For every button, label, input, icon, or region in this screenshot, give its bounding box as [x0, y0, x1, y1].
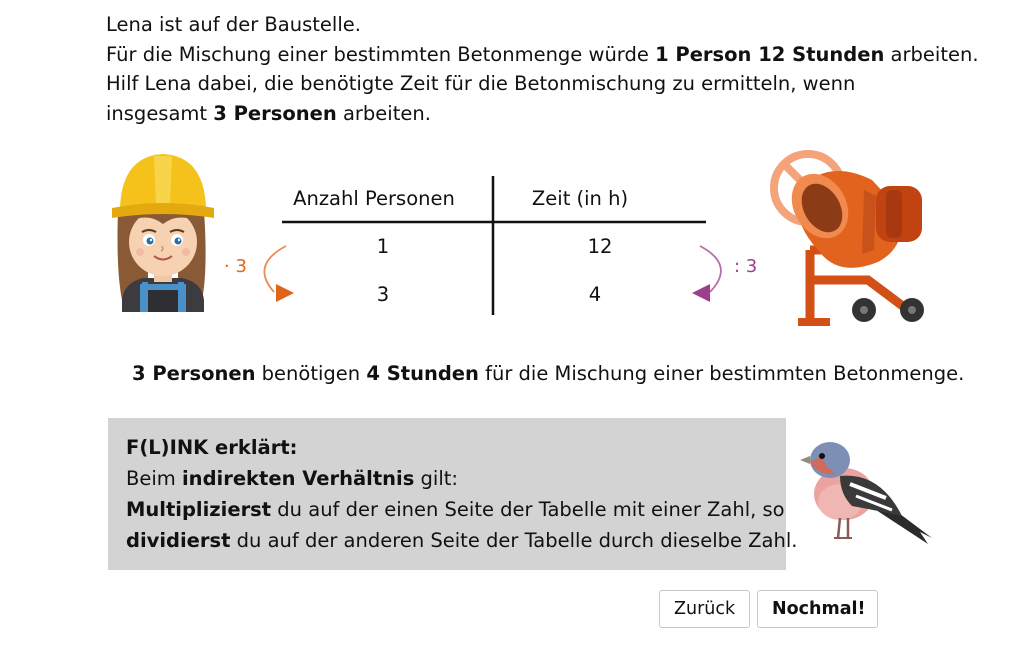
task-text	[106, 10, 986, 128]
intro-line-4-text: insgesamt	[106, 101, 214, 125]
result-persons: 3 Personen	[132, 362, 256, 385]
cell-persons-row2: 3	[376, 283, 390, 306]
explanation-line-3	[126, 494, 786, 525]
intro-line-2-end: arbeiten.	[884, 42, 979, 66]
result-text-2: für die Mischung einer bestimmten Betonmenge.	[478, 362, 965, 385]
explanation-line-3-b: du auf der einen Seite der Tabelle mit einer Zahl, so	[271, 498, 785, 521]
intro-line-1: Lena ist auf der Baustelle.	[106, 13, 361, 36]
explanation-line-3-a: Multiplizierst	[126, 498, 272, 521]
col-header-time: Zeit (in h)	[531, 187, 629, 210]
explanation-title	[126, 432, 786, 463]
intro-line-3: Hilf Lena dabei, die benötigte Zeit für die Betonmischung zu ermitteln, wenn	[106, 72, 856, 95]
right-operation-label: : 3	[734, 256, 758, 277]
explanation-line-2-b: indirekten Verhältnis	[182, 467, 415, 490]
intro-line-4-end: arbeiten.	[336, 101, 431, 125]
back-button[interactable]: Zurück	[659, 590, 750, 628]
explanation-line-4-b: du auf der anderen Seite der Tabelle durch dieselbe Zahl.	[230, 529, 798, 552]
result-text-1: benötigen	[255, 362, 367, 385]
intro-line-2-bold: 1 Person 12 Stunden	[655, 42, 885, 66]
explanation-line-2-a: Beim	[126, 467, 182, 490]
cell-time-row1: 12	[587, 235, 613, 258]
explanation-line-4-a: dividierst	[126, 529, 231, 552]
concrete-mixer-icon	[768, 150, 928, 328]
left-operation-label: · 3	[224, 256, 247, 277]
explanation-title-text: F(L)INK erklärt:	[126, 436, 298, 459]
explanation-line-2	[126, 463, 786, 494]
explanation-line-4	[126, 525, 798, 556]
intro-line-2-text: Für die Mischung einer bestimmten Betonmenge würde	[106, 42, 656, 66]
explanation-box	[108, 418, 798, 570]
cell-persons-row1: 1	[376, 235, 390, 258]
cell-time-row2: 4	[588, 283, 602, 306]
girl-construction-worker-icon	[108, 150, 218, 312]
intro-line-4-bold: 3 Personen	[213, 101, 337, 125]
result-sentence	[132, 362, 964, 385]
proportion-table	[224, 170, 770, 330]
finch-bird-icon	[800, 436, 936, 548]
intro-line-2	[106, 40, 986, 70]
explanation-line-2-c: gilt:	[414, 467, 458, 490]
result-hours: 4 Stunden	[366, 362, 479, 385]
col-header-persons: Anzahl Personen	[293, 187, 455, 210]
retry-button[interactable]: Nochmal!	[757, 590, 878, 628]
intro-line-4	[106, 99, 986, 129]
